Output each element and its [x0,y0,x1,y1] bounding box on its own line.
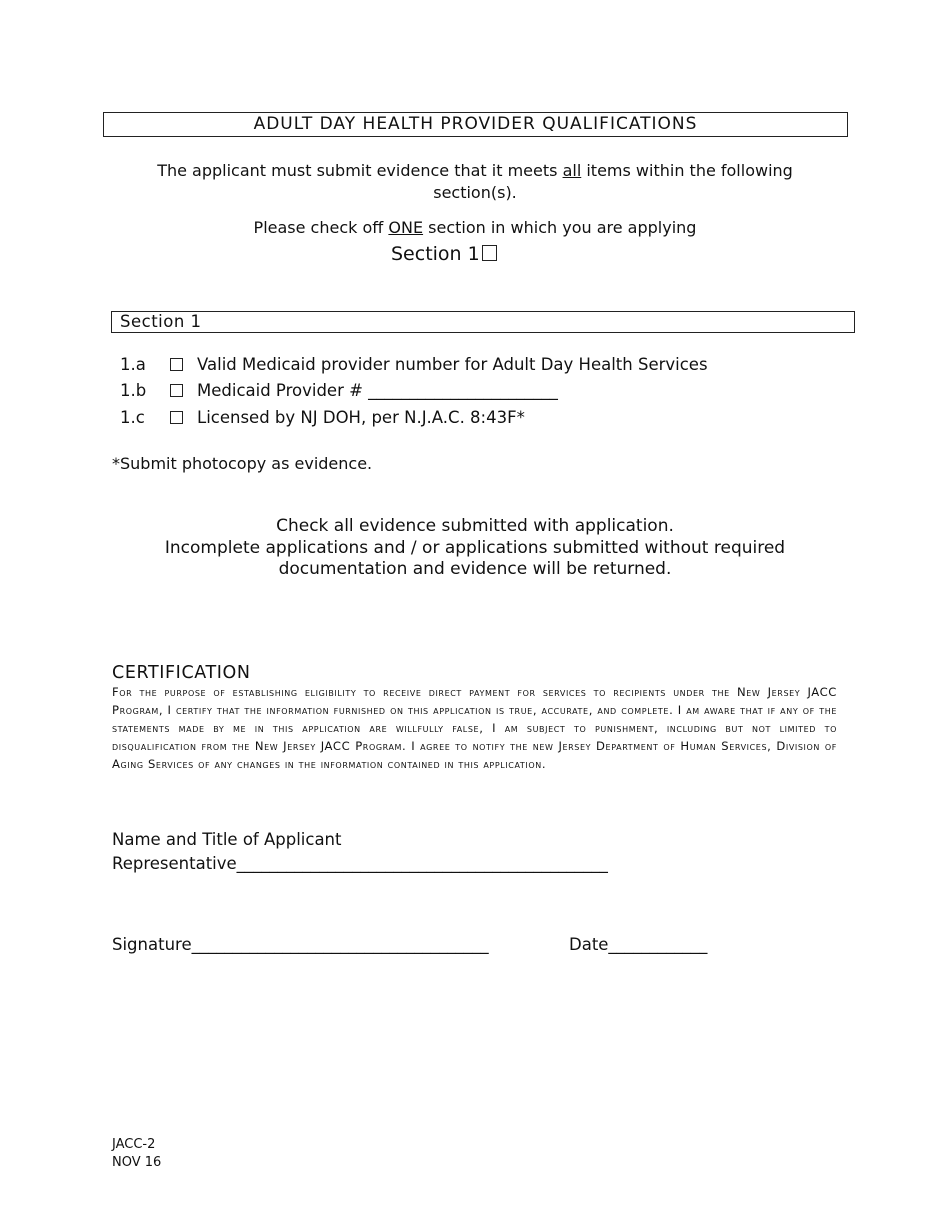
intro-before: The applicant must submit evidence that it meets [157,161,563,180]
date-field[interactable]: Date____________ [569,935,708,954]
section-header [111,311,855,333]
intro-emphasis: all [562,161,582,180]
form-revision: NOV 16 [112,1155,162,1170]
item-1b-checkbox[interactable] [170,384,183,397]
signature-field[interactable]: Signature____________________________________ [112,935,489,954]
form-title: ADULT DAY HEALTH PROVIDER QUALIFICATIONS [103,112,848,137]
evidence-note: *Submit photocopy as evidence. [112,454,373,473]
check-emphasis: ONE [388,218,424,237]
section-1-checkbox[interactable] [482,245,497,261]
item-text: Medicaid Provider # _______________________ [197,381,558,400]
intro-text [140,160,810,204]
form-id: JACC-2 [112,1137,156,1152]
check-instruction [140,217,810,239]
section-header-label: Section 1 [120,312,202,331]
submission-notice [140,516,810,581]
name-title-label: Name and Title of Applicant [112,830,342,849]
notice-line-2: Incomplete applications and / or applications submitted without required documentation and evidence will be returned. [164,537,786,579]
item-text: Valid Medicaid provider number for Adult Day Health Services [197,355,708,374]
representative-field[interactable]: Representative_____________________________________________ [112,854,608,873]
check-before: Please check off [253,218,389,237]
check-after: section in which you are applying [423,218,697,237]
requirement-item [120,407,525,429]
item-code: 1.a [120,355,146,374]
certification-text: For the purpose of establishing eligibility to receive direct payment for services to recipients under the New Jersey JACC Program, I certify that the information furnished on this application is true, accurate, and complete. I am aware that if any of the statements made by me in this application are willfully false, I am subject to punishment, including but not limited to disqualification from the New Jersey JACC Program. I agree to notify the new Jersey Department of Human Services, Division of Aging Services of any changes in the information contained in this application. [112,685,837,771]
section-choice [391,242,497,266]
notice-line-1: Check all evidence submitted with application. [276,516,674,536]
intro-after: items within the following section(s). [433,161,793,202]
item-1c-checkbox[interactable] [170,411,183,424]
requirement-item [120,354,708,376]
item-text: Licensed by NJ DOH, per N.J.A.C. 8:43F* [197,408,525,427]
requirement-item [120,380,558,402]
certification-heading: CERTIFICATION [112,663,251,683]
item-code: 1.c [120,408,145,427]
item-code: 1.b [120,381,147,400]
section-choice-label: Section 1 [391,243,480,265]
item-1a-checkbox[interactable] [170,358,183,371]
